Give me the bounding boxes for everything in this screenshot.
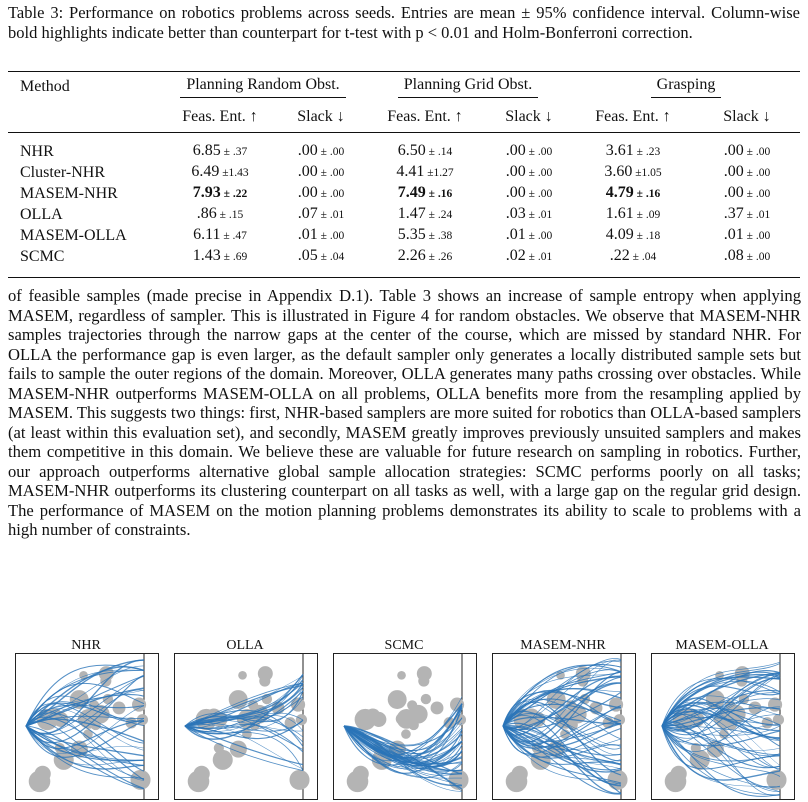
cell-ci: ± .00 [525, 188, 553, 200]
cell-ci: ± .01 [525, 209, 553, 221]
cell-ci: ± .01 [525, 251, 553, 263]
cell-ci: ± .47 [220, 230, 247, 242]
table-row [8, 246, 800, 278]
table-cell [694, 204, 800, 225]
cell-mean: .00 [297, 163, 318, 180]
group-header-grid: Planning Grid Obst. [364, 72, 572, 103]
subheader-slack: Slack ↓ [297, 108, 345, 125]
cell-mean: 6.11 [193, 226, 221, 243]
figure-panel-title: OLLA [226, 638, 264, 653]
cell-ci: ± .01 [743, 209, 771, 221]
obstacle [609, 698, 623, 712]
cell-mean: .00 [297, 184, 318, 201]
table-cell [364, 204, 486, 225]
cell-mean: .00 [505, 163, 526, 180]
cell-mean: .00 [723, 142, 744, 159]
cell-mean: .22 [609, 247, 630, 264]
cell-ci: ± .00 [317, 188, 345, 200]
cell-mean: .00 [723, 163, 744, 180]
obstacle [259, 675, 270, 686]
cell-mean: 6.50 [397, 142, 426, 159]
obstacle [401, 729, 411, 739]
cell-mean: 6.49 [191, 163, 220, 180]
cell-mean: .01 [297, 226, 318, 243]
cell-ci: ± .00 [743, 251, 771, 263]
cell-ci: ± .00 [743, 230, 771, 242]
obstacle [418, 675, 429, 686]
group-header-grasping: Grasping [572, 72, 800, 103]
table-row [8, 162, 800, 183]
cell-ci: ± .37 [220, 146, 248, 158]
trajectory-svg [652, 654, 794, 799]
cell-ci: ±1.05 [632, 167, 662, 179]
results-table [8, 71, 800, 278]
cell-ci: ± .15 [216, 209, 244, 221]
obstacle [196, 774, 207, 785]
cell-ci: ± .01 [317, 209, 345, 221]
figure-panel [171, 638, 331, 800]
obstacle [365, 709, 381, 725]
cell-ci: ± .00 [743, 146, 771, 158]
figure-panel-title: MASEM-NHR [520, 638, 606, 653]
row-method: Cluster-NHR [20, 163, 106, 181]
table-cell [162, 183, 278, 204]
cell-mean: 5.35 [397, 226, 426, 243]
cell-ci: ± .04 [629, 251, 657, 263]
cell-ci: ± .00 [317, 230, 345, 242]
table-cell [364, 225, 486, 246]
cell-mean: 7.93 [192, 184, 221, 201]
cell-mean: 3.61 [605, 142, 634, 159]
table-cell [278, 225, 364, 246]
table-cell [572, 204, 694, 225]
cell-ci: ± .00 [743, 188, 771, 200]
obstacle [289, 770, 309, 790]
table-cell [162, 225, 278, 246]
table-caption: Table 3: Performance on robotics problems across seeds. Entries are mean ± 95% confidence interval. Column-wise bold highlights indicate better than counterpart for t-test with p < 0.01 and Holm-Bonferroni correction. [8, 3, 800, 42]
cell-mean: .86 [196, 205, 217, 222]
cell-mean: .00 [297, 142, 318, 159]
row-method: OLLA [20, 205, 63, 223]
cell-mean: .02 [505, 247, 526, 264]
obstacle [607, 770, 627, 790]
table-cell [278, 183, 364, 204]
cell-mean: 1.43 [192, 247, 221, 264]
trajectory-svg [493, 654, 635, 799]
figure-panel [648, 638, 808, 800]
obstacle [397, 671, 406, 680]
subheader-feas-ent: Feas. Ent. ↑ [182, 108, 258, 125]
obstacle [238, 671, 247, 680]
table-cell [278, 246, 364, 278]
group-header-random: Planning Random Obst. [162, 72, 364, 103]
obstacle [421, 694, 431, 704]
cell-mean: 4.79 [605, 184, 634, 201]
table-cell [572, 246, 694, 278]
table-cell [278, 204, 364, 225]
cell-ci: ± .16 [633, 188, 661, 200]
trajectory-plot [651, 653, 795, 800]
table-cell [486, 183, 572, 204]
table-cell [364, 133, 486, 163]
cell-mean: 1.47 [397, 205, 426, 222]
cell-mean: .00 [723, 184, 744, 201]
table-cell [572, 162, 694, 183]
cell-ci: ± .00 [743, 167, 771, 179]
cell-mean: .07 [297, 205, 318, 222]
trajectory-svg [334, 654, 476, 799]
table-cell [162, 162, 278, 183]
table-cell [572, 133, 694, 163]
cell-ci: ± .38 [425, 230, 453, 242]
cell-mean: 4.41 [396, 163, 425, 180]
obstacle [132, 698, 146, 712]
row-method: SCMC [20, 247, 65, 265]
cell-mean: .01 [723, 226, 744, 243]
table-cell [364, 246, 486, 278]
cell-ci: ± .00 [525, 230, 553, 242]
obstacle [229, 690, 248, 709]
trajectory-plot [492, 653, 636, 800]
figure-panel-title: NHR [71, 638, 101, 653]
table-row [8, 204, 800, 225]
figure-panel-title: MASEM-OLLA [675, 638, 769, 653]
subheader-feas-ent: Feas. Ent. ↑ [595, 108, 671, 125]
table-cell [364, 162, 486, 183]
cell-mean: 6.85 [192, 142, 221, 159]
table-row [8, 183, 800, 204]
table-cell [162, 204, 278, 225]
row-method: MASEM-OLLA [20, 226, 127, 244]
obstacle [673, 774, 684, 785]
obstacle [213, 750, 233, 770]
table-row [8, 133, 800, 163]
method-header: Method [20, 78, 70, 95]
subheader-feas-ent: Feas. Ent. ↑ [387, 108, 463, 125]
cell-ci: ± .00 [317, 167, 345, 179]
cell-ci: ± .24 [425, 209, 453, 221]
cell-ci: ± .23 [633, 146, 661, 158]
trajectory-svg [175, 654, 317, 799]
table-cell [572, 225, 694, 246]
cell-mean: 2.26 [397, 247, 426, 264]
cell-mean: .00 [505, 184, 526, 201]
figure-panel-title: SCMC [384, 638, 424, 653]
cell-mean: .01 [505, 226, 526, 243]
table-cell [694, 183, 800, 204]
table-cell [486, 225, 572, 246]
obstacle [514, 774, 525, 785]
table-cell [486, 162, 572, 183]
cell-mean: .00 [505, 142, 526, 159]
obstacle [296, 714, 307, 725]
table-row [8, 225, 800, 246]
row-method: MASEM-NHR [20, 184, 118, 202]
cell-mean: 7.49 [397, 184, 426, 201]
obstacle [355, 774, 366, 785]
table-cell [572, 183, 694, 204]
row-method: NHR [20, 142, 54, 160]
obstacle [388, 690, 407, 709]
cell-ci: ± .00 [525, 146, 553, 158]
table-cell [162, 246, 278, 278]
figure-panel [330, 638, 490, 800]
figure-panel [12, 638, 172, 800]
cell-ci: ± .69 [220, 251, 248, 263]
figure-panel [489, 638, 649, 800]
cell-ci: ± .00 [525, 167, 553, 179]
cell-mean: .08 [723, 247, 744, 264]
trajectory-plot [15, 653, 159, 800]
table-cell [694, 162, 800, 183]
cell-ci: ± .22 [220, 188, 248, 200]
trajectory-plot [333, 653, 477, 800]
cell-mean: 1.61 [605, 205, 634, 222]
cell-ci: ± .09 [633, 209, 661, 221]
obstacle [431, 702, 444, 715]
table-cell [278, 133, 364, 163]
cell-ci: ± .18 [633, 230, 661, 242]
cell-ci: ±1.43 [219, 167, 249, 179]
table-cell [694, 133, 800, 163]
obstacle [762, 717, 773, 728]
cell-ci: ± .16 [425, 188, 453, 200]
body-paragraph: of feasible samples (made precise in Appendix D.1). Table 3 shows an increase of sample entropy when applying MASEM, regardless of sampler. This is illustrated in Figure 4 for random obstacles. We observe that MASEM-NHR samples trajectories through the narrow gaps at the center of the course, which are missed by standard NHR. For OLLA the performance gap is even larger, as the default sampler only generates a locally distributed sample sets but fails to sample the outer regions of the domain. Moreover, OLLA generates many paths crossing over obstacles. While MASEM-NHR outperforms MASEM-OLLA on all problems, OLLA benefits more from the resampling applied by MASEM. This suggests two things: first, NHR-based samplers are more suited for robotics than OLLA-based samplers (at least within this evaluation set), and secondly, MASEM greatly improves previously unsuited samplers and makes them competitive in this domain. We believe these are valuable for future research on sampling in robotics. Further, our approach outperforms alternative global sample allocation strategies: SCMC performs poorly on all tasks; MASEM-NHR outperforms its clustering counterpart on all tasks as well, with a large gap on the regular grid design. The performance of MASEM on the motion planning problems demonstrates its ability to scale to problems with a high number of constraints. [8, 286, 801, 539]
cell-mean: 3.60 [604, 163, 633, 180]
table-cell [278, 162, 364, 183]
table-cell [486, 246, 572, 278]
cell-mean: .37 [723, 205, 744, 222]
table-cell [486, 133, 572, 163]
cell-ci: ±1.27 [424, 167, 454, 179]
trajectory-plot [174, 653, 318, 800]
table-cell [694, 225, 800, 246]
cell-mean: .05 [297, 247, 318, 264]
cell-ci: ± .14 [425, 146, 453, 158]
results-table-grid [8, 71, 800, 278]
table-cell [486, 204, 572, 225]
table-cell [694, 246, 800, 278]
cell-ci: ± .26 [425, 251, 453, 263]
cell-ci: ± .04 [317, 251, 345, 263]
cell-ci: ± .00 [317, 146, 345, 158]
obstacle [37, 774, 48, 785]
obstacle [773, 714, 784, 725]
subheader-blank [8, 102, 162, 133]
cell-mean: .03 [505, 205, 526, 222]
subheader-slack: Slack ↓ [723, 108, 771, 125]
obstacle [396, 713, 408, 725]
subheader-slack: Slack ↓ [505, 108, 553, 125]
table-cell [364, 183, 486, 204]
table-cell [162, 133, 278, 163]
cell-mean: 4.09 [605, 226, 634, 243]
trajectory-svg [16, 654, 158, 799]
